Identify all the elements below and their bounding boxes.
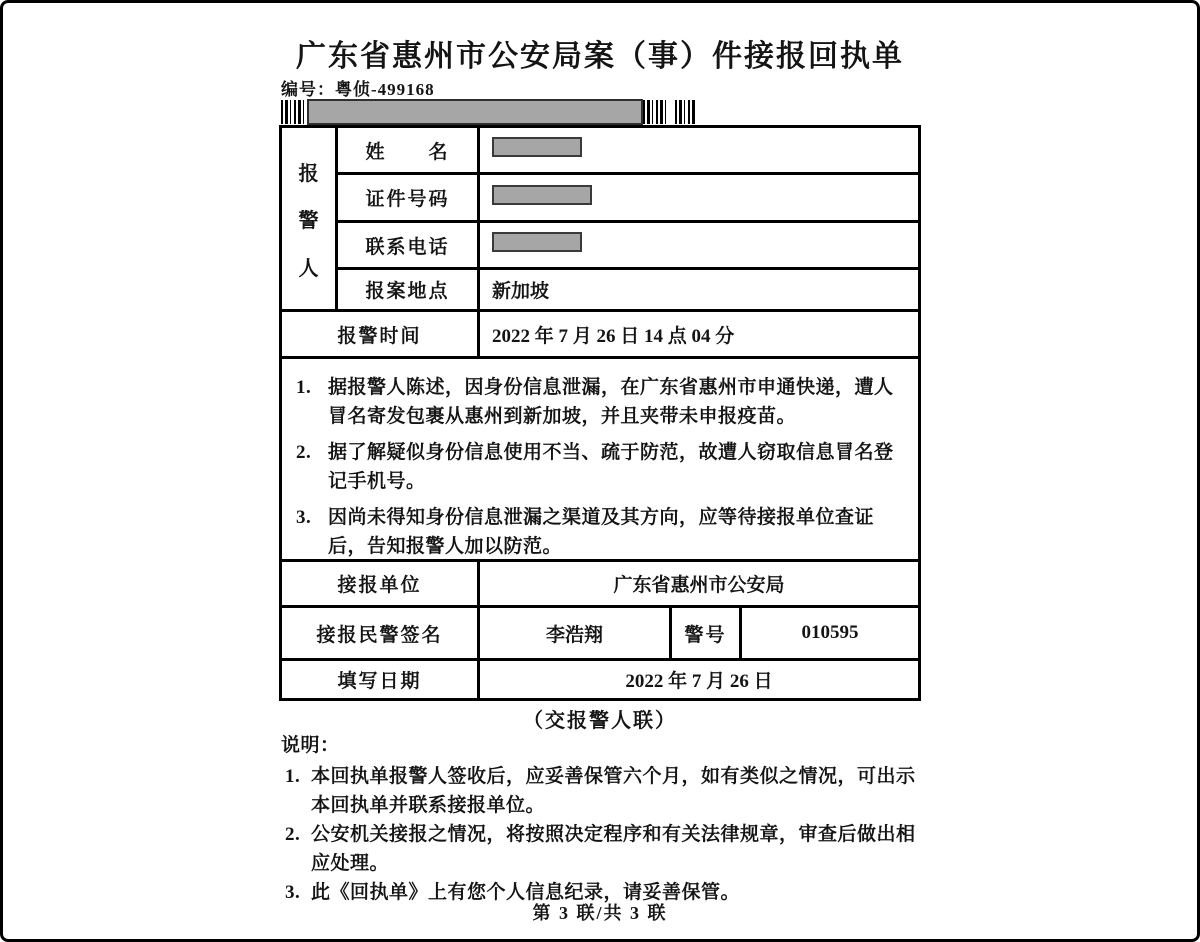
narrative-cell [282, 359, 918, 562]
location-value-cell: 新加坡 [480, 270, 918, 312]
id-value-cell [480, 175, 918, 223]
note-item [281, 762, 929, 820]
note-item [281, 820, 929, 878]
note-item-text: 本回执单报警人签收后，应妥善保管六个月，如有类似之情况，可出示本回执单并联系接报单位。 [311, 766, 916, 816]
sheet-number: 第 3 联/共 3 联 [532, 903, 668, 923]
phone-redaction-box [492, 232, 582, 252]
barcode-bars-icon [675, 100, 697, 124]
barcode-bars-icon [643, 100, 667, 124]
notes-heading: 说明： [281, 735, 340, 756]
narrative-item-text: 因尚未得知身份信息泄漏之渠道及其方向，应等待接报单位查证后，告知报警人加以防范。 [328, 507, 875, 557]
copy-designation: （交报警人联） [523, 710, 677, 732]
report-time-value-cell: 2022 年 7 月 26 日 14 点 04 分 [480, 312, 918, 359]
doc-number: 编号：粤侦-499168 [281, 80, 435, 99]
barcode-bars-icon [281, 100, 307, 124]
officer-label-cell: 接报民警签名 [282, 608, 480, 661]
document-title: 广东省惠州市公安局案（事）件接报回执单 [296, 40, 904, 73]
report-form-table [279, 125, 921, 701]
officer-name-cell: 李浩翔 [480, 608, 672, 661]
name-redaction-box [492, 137, 582, 157]
note-item-text: 公安机关接报之情况，将按照决定程序和有关法律规章，审查后做出相应处理。 [311, 824, 916, 874]
reporter-char: 人 [298, 257, 319, 280]
id-label-cell: 证件号码 [338, 175, 480, 223]
id-redaction-box [492, 185, 592, 205]
note-item-number: 3. [285, 882, 301, 903]
report-time-label-cell: 报警时间 [282, 312, 480, 359]
reporter-char: 警 [298, 210, 319, 232]
fill-date-label-cell: 填写日期 [282, 661, 480, 698]
narrative-item [292, 373, 900, 431]
receiving-unit-value-cell: 广东省惠州市公安局 [480, 562, 918, 608]
narrative-item-number: 3. [296, 507, 312, 528]
narrative-item [292, 503, 900, 561]
narrative-item [292, 438, 900, 496]
badge-label-cell: 警号 [672, 608, 742, 661]
reporter-char: 报 [298, 162, 319, 185]
note-item-number: 1. [285, 766, 301, 787]
narrative-item-number: 1. [296, 377, 312, 398]
narrative-item-text: 据报警人陈述，因身份信息泄漏，在广东省惠州市申通快递，遭人冒名寄发包裹从惠州到新加坡，并且夹带未申报疫苗。 [328, 377, 894, 427]
phone-label-cell: 联系电话 [338, 223, 480, 270]
location-label-cell: 报案地点 [338, 270, 480, 312]
name-label-cell: 姓 名 [338, 128, 480, 175]
narrative-item-text: 据了解疑似身份信息使用不当、疏于防范，故遭人窃取信息冒名登记手机号。 [328, 442, 894, 492]
name-value-cell [480, 128, 918, 175]
receiving-unit-label-cell: 接报单位 [282, 562, 480, 608]
notes-section [281, 731, 929, 907]
reporter-group-cell [282, 128, 338, 312]
narrative-item-number: 2. [296, 442, 312, 463]
note-item-number: 2. [285, 824, 301, 845]
barcode-redaction-box [307, 99, 643, 125]
phone-value-cell [480, 223, 918, 270]
fill-date-value-cell: 2022 年 7 月 26 日 [625, 671, 773, 692]
note-item-text: 此《回执单》上有您个人信息纪录，请妥善保管。 [311, 882, 741, 903]
barcode [281, 99, 697, 125]
badge-number-cell: 010595 [742, 608, 918, 661]
